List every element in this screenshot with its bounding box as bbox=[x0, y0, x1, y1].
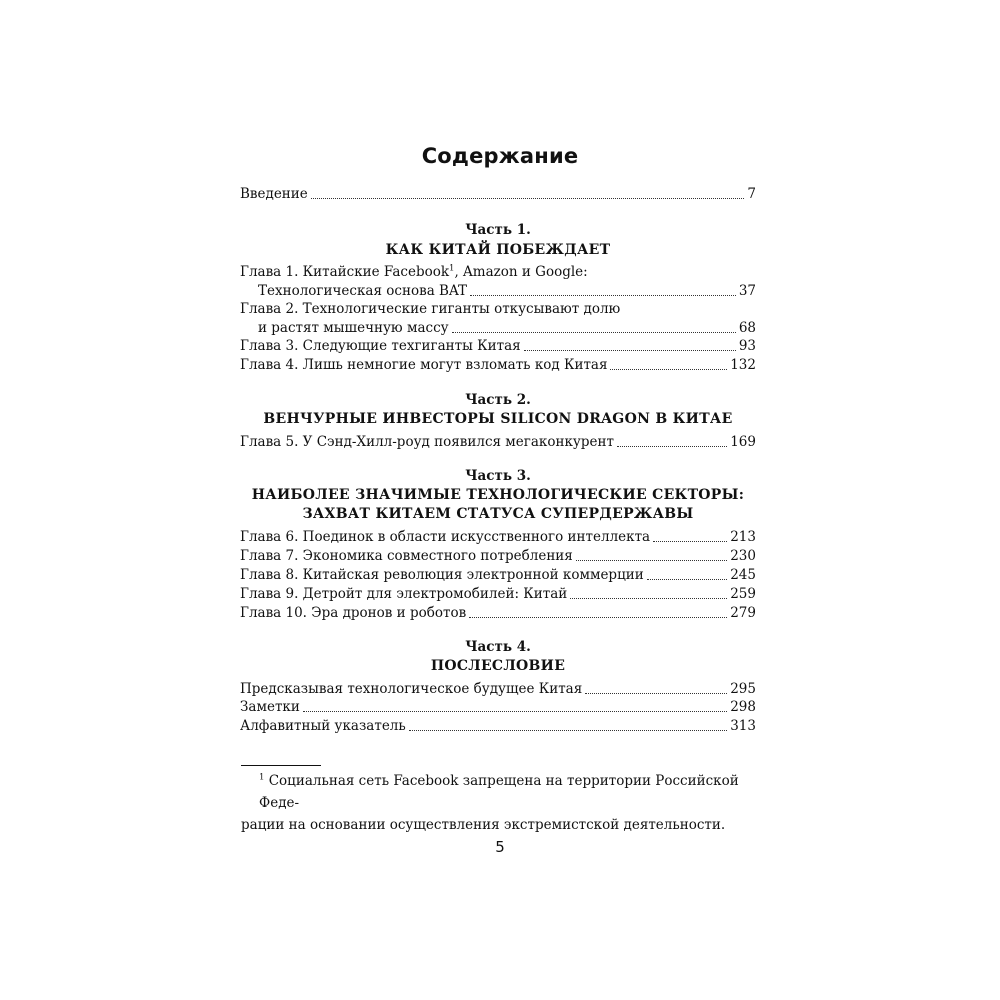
part-1-title: КАК КИТАЙ ПОБЕЖДАЕТ bbox=[385, 242, 611, 258]
toc-entry-intro bbox=[240, 184, 756, 204]
toc-entry-label: Глава 1. Китайские Facebook bbox=[240, 264, 450, 280]
toc-entry-chapter-8 bbox=[240, 565, 756, 585]
footnote-mark: 1 bbox=[449, 263, 455, 274]
toc-entry-page: 279 bbox=[730, 605, 756, 621]
toc-entry-label: Глава 10. Эра дронов и роботов bbox=[240, 605, 467, 621]
dot-leader bbox=[610, 369, 727, 370]
toc-entry-chapter-3 bbox=[240, 336, 756, 356]
footnote-text-line2: рации на основании осуществления экстремистской деятельности. bbox=[241, 817, 726, 833]
dot-leader bbox=[303, 711, 727, 712]
dot-leader bbox=[570, 598, 727, 599]
part-3-number: Часть 3. bbox=[465, 468, 531, 484]
part-2-title: ВЕНЧУРНЫЕ ИНВЕСТОРЫ SILICON DRAGON В КИТАЕ bbox=[263, 411, 733, 427]
toc-entry-chapter-7 bbox=[240, 546, 756, 566]
toc-entry-label: и растят мышечную массу bbox=[258, 320, 449, 336]
toc-entry-page: 245 bbox=[730, 567, 756, 583]
part-3-title-line2: ЗАХВАТ КИТАЕМ СТАТУСА СУПЕРДЕРЖАВЫ bbox=[302, 506, 694, 522]
dot-leader bbox=[452, 332, 736, 333]
toc-entry-page: 132 bbox=[730, 357, 756, 373]
dot-leader bbox=[469, 617, 727, 618]
toc-entry-label-rest: , Amazon и Google: bbox=[454, 264, 588, 280]
toc-entry-label: Глава 6. Поединок в области искусственного интеллекта bbox=[240, 529, 651, 545]
footnote-text-line1: Социальная сеть Facebook запрещена на территории Российской Феде- bbox=[259, 773, 739, 811]
toc-entry-chapter-2 bbox=[240, 318, 756, 338]
toc-entry-page: 230 bbox=[730, 548, 756, 564]
toc-entry-label: Глава 4. Лишь немногие могут взломать код Китая bbox=[240, 357, 608, 373]
toc-entry-label: Глава 7. Экономика совместного потребления bbox=[240, 548, 573, 564]
toc-entry-page: 68 bbox=[738, 320, 756, 336]
dot-leader bbox=[653, 541, 727, 542]
toc-entry-page: 313 bbox=[730, 718, 756, 734]
dot-leader bbox=[576, 560, 727, 561]
part-2-number: Часть 2. bbox=[465, 392, 531, 408]
toc-entry-label: Глава 3. Следующие техгиганты Китая bbox=[240, 338, 521, 354]
toc-entry-chapter-1 bbox=[240, 281, 756, 301]
dot-leader bbox=[470, 295, 736, 296]
toc-entry-chapter-2-line1: Глава 2. Технологические гиганты откусывают долю bbox=[240, 301, 621, 317]
toc-entry-label: Введение bbox=[240, 186, 308, 202]
toc-entry-page: 213 bbox=[730, 529, 756, 545]
toc-entry-chapter-6 bbox=[240, 527, 756, 547]
toc-entry-label: Глава 9. Детройт для электромобилей: Китай bbox=[240, 586, 568, 602]
toc-entry-page: 37 bbox=[738, 283, 756, 299]
page-number: 5 bbox=[495, 838, 505, 856]
toc-entry-label: Заметки bbox=[240, 699, 300, 715]
toc-entry-index bbox=[240, 716, 756, 736]
toc-entry-page: 93 bbox=[738, 338, 756, 354]
part-4-number: Часть 4. bbox=[465, 639, 531, 655]
dot-leader bbox=[585, 693, 727, 694]
toc-entry-page: 295 bbox=[730, 681, 756, 697]
toc-entry-label: Глава 8. Китайская революция электронной коммерции bbox=[240, 567, 644, 583]
part-4-title: ПОСЛЕСЛОВИЕ bbox=[430, 658, 566, 674]
dot-leader bbox=[311, 198, 745, 199]
footnote-mark: 1 bbox=[259, 772, 265, 783]
toc-entry-chapter-9 bbox=[240, 584, 756, 604]
footnote bbox=[241, 770, 757, 836]
dot-leader bbox=[647, 579, 727, 580]
toc-entry-chapter-5 bbox=[240, 432, 756, 452]
toc-entry-label: Предсказывая технологическое будущее Китая bbox=[240, 681, 583, 697]
toc-entry-label: Алфавитный указатель bbox=[240, 718, 406, 734]
toc-entry-page: 7 bbox=[747, 186, 756, 202]
toc-entry-label: Технологическая основа BAT bbox=[258, 283, 467, 299]
dot-leader bbox=[409, 730, 727, 731]
dot-leader bbox=[524, 350, 736, 351]
toc-entry-page: 259 bbox=[730, 586, 756, 602]
toc-entry-chapter-10 bbox=[240, 603, 756, 623]
toc-entry-notes bbox=[240, 697, 756, 717]
part-3-title-line1: НАИБОЛЕЕ ЗНАЧИМЫЕ ТЕХНОЛОГИЧЕСКИЕ СЕКТОРЫ: bbox=[251, 487, 745, 503]
toc-entry-chapter-1-line1 bbox=[240, 262, 756, 282]
toc-entry-page: 169 bbox=[730, 434, 756, 450]
dot-leader bbox=[617, 446, 727, 447]
page-title: Содержание bbox=[421, 144, 579, 168]
toc-entry-afterword bbox=[240, 679, 756, 699]
toc-entry-chapter-4 bbox=[240, 355, 756, 375]
part-1-number: Часть 1. bbox=[465, 222, 531, 238]
footnote-separator bbox=[241, 765, 321, 766]
toc-entry-label: Глава 5. У Сэнд-Хилл-роуд появился мегаконкурент bbox=[240, 434, 614, 450]
toc-entry-page: 298 bbox=[730, 699, 756, 715]
